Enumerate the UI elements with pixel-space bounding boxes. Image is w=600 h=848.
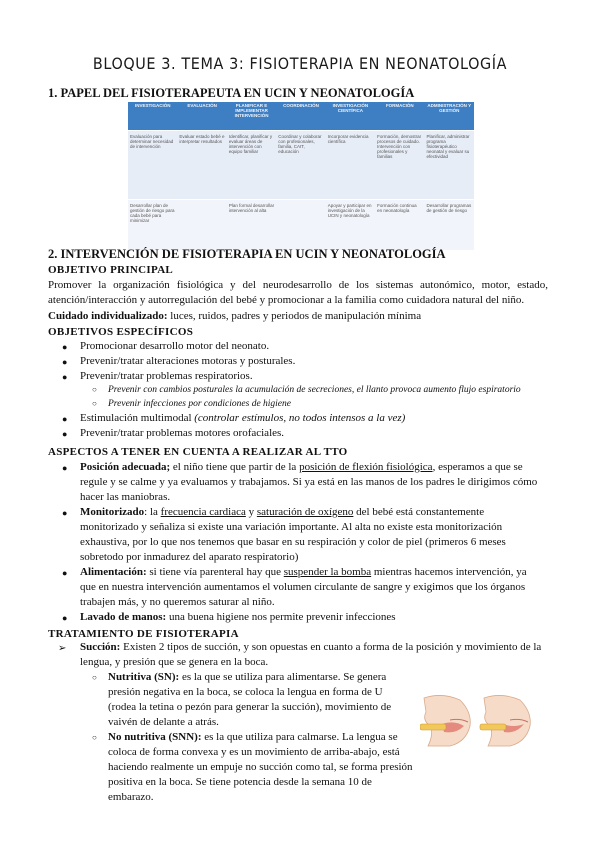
- circle-bullet-icon: ○: [92, 399, 97, 408]
- cuidado-text: luces, ruidos, padres y periodos de manipulación mínima: [167, 310, 422, 322]
- succion-line: [80, 640, 541, 655]
- bullet-icon: ●: [62, 613, 68, 623]
- table-cell: Apoyar y participar en investigación de la UCIN y neonatología: [326, 200, 375, 251]
- bold-label: Nutritiva (SN):: [108, 671, 180, 683]
- bold-label: No nutritiva (SNN):: [108, 731, 202, 743]
- text-run: mientras hacemos intervención, ya: [371, 566, 527, 578]
- bullet-icon: ●: [62, 463, 68, 473]
- cuidado-label: Cuidado individualizado:: [48, 310, 168, 322]
- text-line: embarazo.: [108, 791, 154, 803]
- circle-bullet-icon: ○: [92, 733, 97, 742]
- sub-list-item: Prevenir con cambios posturales la acumulación de secreciones, el llanto provoca aumento flujo espiratorio: [108, 385, 521, 395]
- text-line: coloca de forma convexa y es un movimiento de arriba-abajo, está: [108, 746, 400, 758]
- bullet-icon: ●: [62, 429, 68, 439]
- text-run: es la que se utiliza para alimentarse. Se genera: [179, 671, 387, 683]
- objetivo-principal-heading: OBJETIVO PRINCIPAL: [48, 264, 174, 276]
- aspecto-alimentacion: [80, 565, 527, 580]
- table-cell: Evaluación para determinar necesidad de intervención: [128, 131, 177, 200]
- bullet-icon: ●: [62, 508, 68, 518]
- section-2-heading: 2. INTERVENCIÓN DE FISIOTERAPIA EN UCIN Y NEONATOLOGÍA: [48, 247, 446, 261]
- table-cell: Formación, demostrar procesos de cuidado. Intervención con profesionales y familias: [375, 131, 424, 200]
- text-line: exhaustiva, por lo que nos tenemos que basar en su respiración y color de piel (primeros 6 meses: [80, 536, 506, 548]
- table-header: PLANIFICAR E IMPLEMENTAR INTERVENCIÓN: [227, 102, 276, 131]
- text-run: si tiene vía parenteral hay que: [146, 566, 284, 578]
- table-cell: Planificar, administrar programa fisioterapéutico neonatal y evaluar su efectividad: [425, 131, 474, 200]
- text-line: (rodea la tetina o pezón para generar la succión), movimiento de: [108, 701, 392, 713]
- aspectos-heading: ASPECTOS A TENER EN CUENTA A REALIZAR AL TTO: [48, 446, 348, 458]
- bullet-icon: ●: [62, 414, 68, 424]
- text-line: haciendo realmente un empuje no succión como tal, se forma presión: [108, 761, 413, 773]
- underlined-text: frecuencia cardiaca: [160, 506, 246, 518]
- text-run: del bebé está constantemente: [353, 506, 485, 518]
- table-cell: Desarrollar programas de gestión de riesgo: [425, 200, 474, 251]
- circle-bullet-icon: ○: [92, 673, 97, 682]
- table-row: [128, 200, 474, 251]
- underlined-text: posición de flexión fisiológica: [299, 461, 433, 473]
- table-header: FORMACIÓN: [375, 102, 424, 131]
- text-run: Existen 2 tipos de succión, y son opuestas en cuanto a forma de la posición y movimiento de la: [120, 641, 542, 653]
- text-line: que en nuestra intervención aumentamos el volumen circulante de sangre y exigimos que los órganos: [80, 581, 526, 593]
- text-line: sobretodo por inmadurez del aparato respiratorio): [80, 551, 299, 563]
- bullet-icon: ●: [62, 342, 68, 352]
- table-header: INVESTIGACIÓN: [128, 102, 177, 131]
- list-item: [80, 411, 405, 426]
- list-item: Prevenir/tratar problemas respiratorios.: [80, 370, 253, 382]
- sub-list-item: Prevenir infecciones por condiciones de higiene: [108, 399, 291, 409]
- text-line: hacer las maniobras.: [80, 491, 171, 503]
- table-row: [128, 131, 474, 200]
- succion-no-nutritiva: [108, 730, 398, 745]
- list-item: Promocionar desarrollo motor del neonato.: [80, 340, 270, 352]
- objetivos-especificos-heading: OBJETIVOS ESPECÍFICOS: [48, 326, 194, 338]
- text-line: regule y se calme y ya evaluamos y trabajamos. Si ya está en las manos de los padres le dirigimos cómo: [80, 476, 538, 488]
- bullet-icon: ●: [62, 372, 68, 382]
- aspecto-posicion: [80, 460, 523, 475]
- text-run: , esperamos a que se: [432, 461, 523, 473]
- list-item-note: (controlar estímulos, no todos intensos a la vez): [194, 412, 406, 424]
- text-line: trabajen más, y no queremos saturar al niño.: [80, 596, 275, 608]
- aspecto-lavado: [80, 610, 396, 625]
- section-1-heading: 1. PAPEL DEL FISIOTERAPEUTA EN UCIN Y NEONATOLOGÍA: [48, 86, 415, 100]
- text-line: lengua, y presión que se genera en la boca.: [80, 656, 269, 668]
- table-cell: Desarrollar plan de gestión de riesgo para cada bebé para minimizar: [128, 200, 177, 251]
- bold-label: Monitorizado: [80, 506, 145, 518]
- text-run: : la: [144, 506, 161, 518]
- aspecto-monitorizado: [80, 505, 484, 520]
- table-header: COORDINACIÓN: [276, 102, 325, 131]
- table-header: ADMINISTRACIÓN Y GESTIÓN: [425, 102, 474, 131]
- bullet-icon: ●: [62, 357, 68, 367]
- table-cell: Identificar, planificar y evaluar áreas de intervención con equipo familiar: [227, 131, 276, 200]
- arrow-bullet-icon: ➢: [58, 643, 67, 654]
- bullet-icon: ●: [62, 568, 68, 578]
- table-cell: Coordinar y colaborar con profesionales, familia, CAIT, educación: [276, 131, 325, 200]
- text-run: es la que utiliza para calmarse. La lengua se: [201, 731, 398, 743]
- table-header: EVALUACIÓN: [177, 102, 226, 131]
- objetivo-principal-text: Promover la organización fisiológica y del neurodesarrollo de los sistemas autonómico, motor, estado, atención/interacción y autorregulación del bebé y promocionar a la familia como cuidadora natural del niño.: [48, 279, 548, 307]
- page-title: BLOQUE 3. TEMA 3: FISIOTERAPIA EN NEONATOLOGÍA: [92, 54, 508, 73]
- tratamiento-heading: TRATAMIENTO DE FISIOTERAPIA: [48, 628, 239, 640]
- table-cell: Evaluar estado bebé e interpretar resultados: [177, 131, 226, 200]
- infant-face-right: [480, 695, 530, 746]
- list-item: Prevenir/tratar problemas motores orofaciales.: [80, 427, 285, 439]
- text-line: positiva en la boca. Se tiene potencia desde la semana 10 de: [108, 776, 372, 788]
- table-cell: Formación continua en neonatología: [375, 200, 424, 251]
- text-run: el niño tiene que partir de la: [170, 461, 300, 473]
- table-cell: [276, 200, 325, 251]
- underlined-text: saturación de oxígeno: [256, 506, 354, 518]
- table-cell: [177, 200, 226, 251]
- list-item-text: Estimulación multimodal: [80, 412, 195, 424]
- table-header: INVESTIGACIÓN CIENTÍFICA: [326, 102, 375, 131]
- text-line: monitorizado y señaliza si existe una variación importante. Al alta no existe esta monitorización: [80, 521, 503, 533]
- roles-table: [128, 102, 474, 250]
- text-line: vaivén de delante a atrás.: [108, 716, 219, 728]
- bold-label: Succión:: [80, 641, 121, 653]
- bold-label: Alimentación:: [80, 566, 147, 578]
- infant-face-left: [420, 695, 470, 746]
- suction-illustration: [420, 690, 540, 750]
- succion-nutritiva: [108, 670, 386, 685]
- text-run: una buena higiene nos permite prevenir infecciones: [166, 611, 396, 623]
- underlined-text: suspender la bomba: [283, 566, 372, 578]
- table-cell: Incorporar evidencia científica: [326, 131, 375, 200]
- cuidado-line: [48, 309, 421, 324]
- table-header-row: [128, 102, 474, 131]
- circle-bullet-icon: ○: [92, 385, 97, 394]
- table-cell: Plan formal desarrollar intervención al alta: [227, 200, 276, 251]
- bold-label: Lavado de manos:: [80, 611, 167, 623]
- bold-label: Posición adecuada;: [80, 461, 171, 473]
- list-item: Prevenir/tratar alteraciones motoras y posturales.: [80, 355, 296, 367]
- text-line: presión negativa en la boca, se coloca la lengua en forma de U: [108, 686, 383, 698]
- text-run: y: [245, 506, 257, 518]
